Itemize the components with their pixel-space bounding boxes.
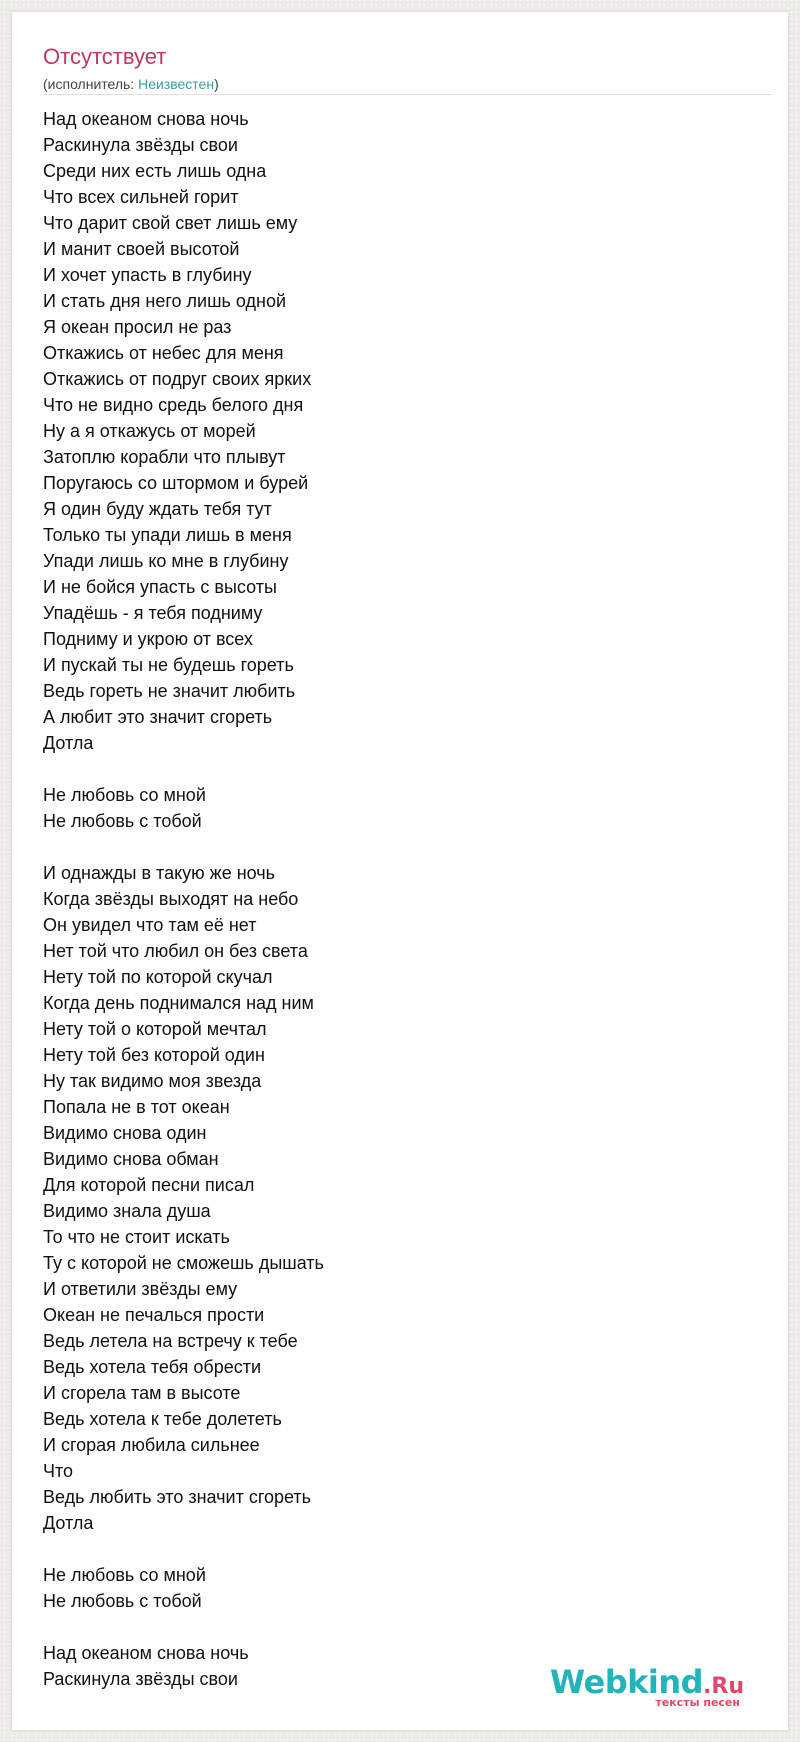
lyric-line: И однажды в такую же ночь bbox=[43, 863, 276, 883]
artist-suffix: ) bbox=[214, 76, 219, 92]
lyric-line: Попала не в тот океан bbox=[43, 1097, 230, 1117]
lyric-line: Раскинула звёзды свои bbox=[43, 1669, 238, 1689]
lyric-line: Ну а я откажусь от морей bbox=[43, 421, 256, 441]
lyric-line: Подниму и укрою от всех bbox=[43, 629, 253, 649]
lyric-line: Дотла bbox=[43, 1513, 94, 1533]
lyric-line: Над океаном снова ночь bbox=[43, 109, 249, 129]
header-divider bbox=[43, 94, 771, 95]
lyric-line: И ответили звёзды ему bbox=[43, 1279, 238, 1299]
lyric-line: Ведь хотела тебя обрести bbox=[43, 1357, 262, 1377]
lyric-line: Ведь хотела к тебе долететь bbox=[43, 1409, 282, 1429]
lyric-line: И манит своей высотой bbox=[43, 239, 240, 259]
lyric-line: Он увидел что там её нет bbox=[43, 915, 257, 935]
lyric-line: Что дарит свой свет лишь ему bbox=[43, 213, 298, 233]
song-title: Отсутствует bbox=[43, 44, 167, 69]
lyric-line: Откажись от подруг своих ярких bbox=[43, 369, 312, 389]
lyric-line: Я один буду ждать тебя тут bbox=[43, 499, 272, 519]
lyric-line: Не любовь со мной bbox=[43, 1565, 206, 1585]
logo-name: Webkind bbox=[549, 1663, 704, 1701]
lyric-line: Что всех сильней горит bbox=[43, 187, 239, 207]
lyric-line: Нету той о которой мечтал bbox=[43, 1019, 267, 1039]
lyric-line: И не бойся упасть с высоты bbox=[43, 577, 277, 597]
lyric-line: Я океан просил не раз bbox=[43, 317, 232, 337]
lyric-line: Видимо снова один bbox=[43, 1123, 207, 1143]
lyric-line: Только ты упади лишь в меня bbox=[43, 525, 292, 545]
lyric-line: Океан не печалься прости bbox=[43, 1305, 265, 1325]
lyric-line: И стать дня него лишь одной bbox=[43, 291, 287, 311]
lyric-line: Среди них есть лишь одна bbox=[43, 161, 267, 181]
lyric-line: Ту с которой не сможешь дышать bbox=[43, 1253, 324, 1273]
lyric-line: Дотла bbox=[43, 733, 94, 753]
lyrics-text bbox=[43, 106, 763, 1692]
lyric-line: Раскинула звёзды свои bbox=[43, 135, 238, 155]
lyric-line: Над океаном снова ночь bbox=[43, 1643, 249, 1663]
lyric-blank-line bbox=[43, 834, 763, 860]
lyric-line: Нет той что любил он без света bbox=[43, 941, 308, 961]
lyric-blank-line bbox=[43, 1614, 763, 1640]
lyric-blank-line bbox=[43, 1536, 763, 1562]
lyric-line: И сгорела там в высоте bbox=[43, 1383, 241, 1403]
lyric-line: Что не видно средь белого дня bbox=[43, 395, 304, 415]
lyric-line: Ведь летела на встречу к тебе bbox=[43, 1331, 298, 1351]
logo-suffix: .Ru bbox=[703, 1674, 744, 1699]
lyric-line: Упадёшь - я тебя подниму bbox=[43, 603, 263, 623]
lyric-line: Видимо знала душа bbox=[43, 1201, 211, 1221]
lyric-line: Нету той по которой скучал bbox=[43, 967, 273, 987]
lyric-line: И пускай ты не будешь гореть bbox=[43, 655, 294, 675]
lyric-line: Упади лишь ко мне в глубину bbox=[43, 551, 289, 571]
lyric-line: Откажись от небес для меня bbox=[43, 343, 284, 363]
logo-tagline: тексты песен bbox=[655, 1696, 740, 1709]
lyric-line: Что bbox=[43, 1461, 74, 1481]
lyric-line: Когда день поднимался над ним bbox=[43, 993, 314, 1013]
lyric-line: Для которой песни писал bbox=[43, 1175, 255, 1195]
lyric-line: И хочет упасть в глубину bbox=[43, 265, 252, 285]
lyric-line: Ну так видимо моя звезда bbox=[43, 1071, 262, 1091]
lyric-line: Когда звёзды выходят на небо bbox=[43, 889, 299, 909]
lyric-line: Видимо снова обман bbox=[43, 1149, 219, 1169]
lyric-line: Не любовь с тобой bbox=[43, 1591, 202, 1611]
lyric-line: Нету той без которой один bbox=[43, 1045, 265, 1065]
lyrics-card bbox=[11, 11, 789, 1731]
artist-line bbox=[43, 75, 219, 93]
lyric-line: А любит это значит сгореть bbox=[43, 707, 273, 727]
artist-prefix: (исполнитель: bbox=[43, 76, 139, 92]
lyric-line: Затоплю корабли что плывут bbox=[43, 447, 286, 467]
lyric-line: Поругаюсь со штормом и бурей bbox=[43, 473, 309, 493]
site-logo[interactable] bbox=[549, 1663, 744, 1709]
lyric-blank-line bbox=[43, 756, 763, 782]
lyric-line: Ведь любить это значит сгореть bbox=[43, 1487, 312, 1507]
lyric-line: То что не стоит искать bbox=[43, 1227, 230, 1247]
lyric-line: Не любовь с тобой bbox=[43, 811, 202, 831]
lyric-line: Ведь гореть не значит любить bbox=[43, 681, 296, 701]
lyric-line: Не любовь со мной bbox=[43, 785, 206, 805]
artist-link[interactable]: Неизвестен bbox=[138, 76, 215, 92]
lyric-line: И сгорая любила сильнее bbox=[43, 1435, 260, 1455]
